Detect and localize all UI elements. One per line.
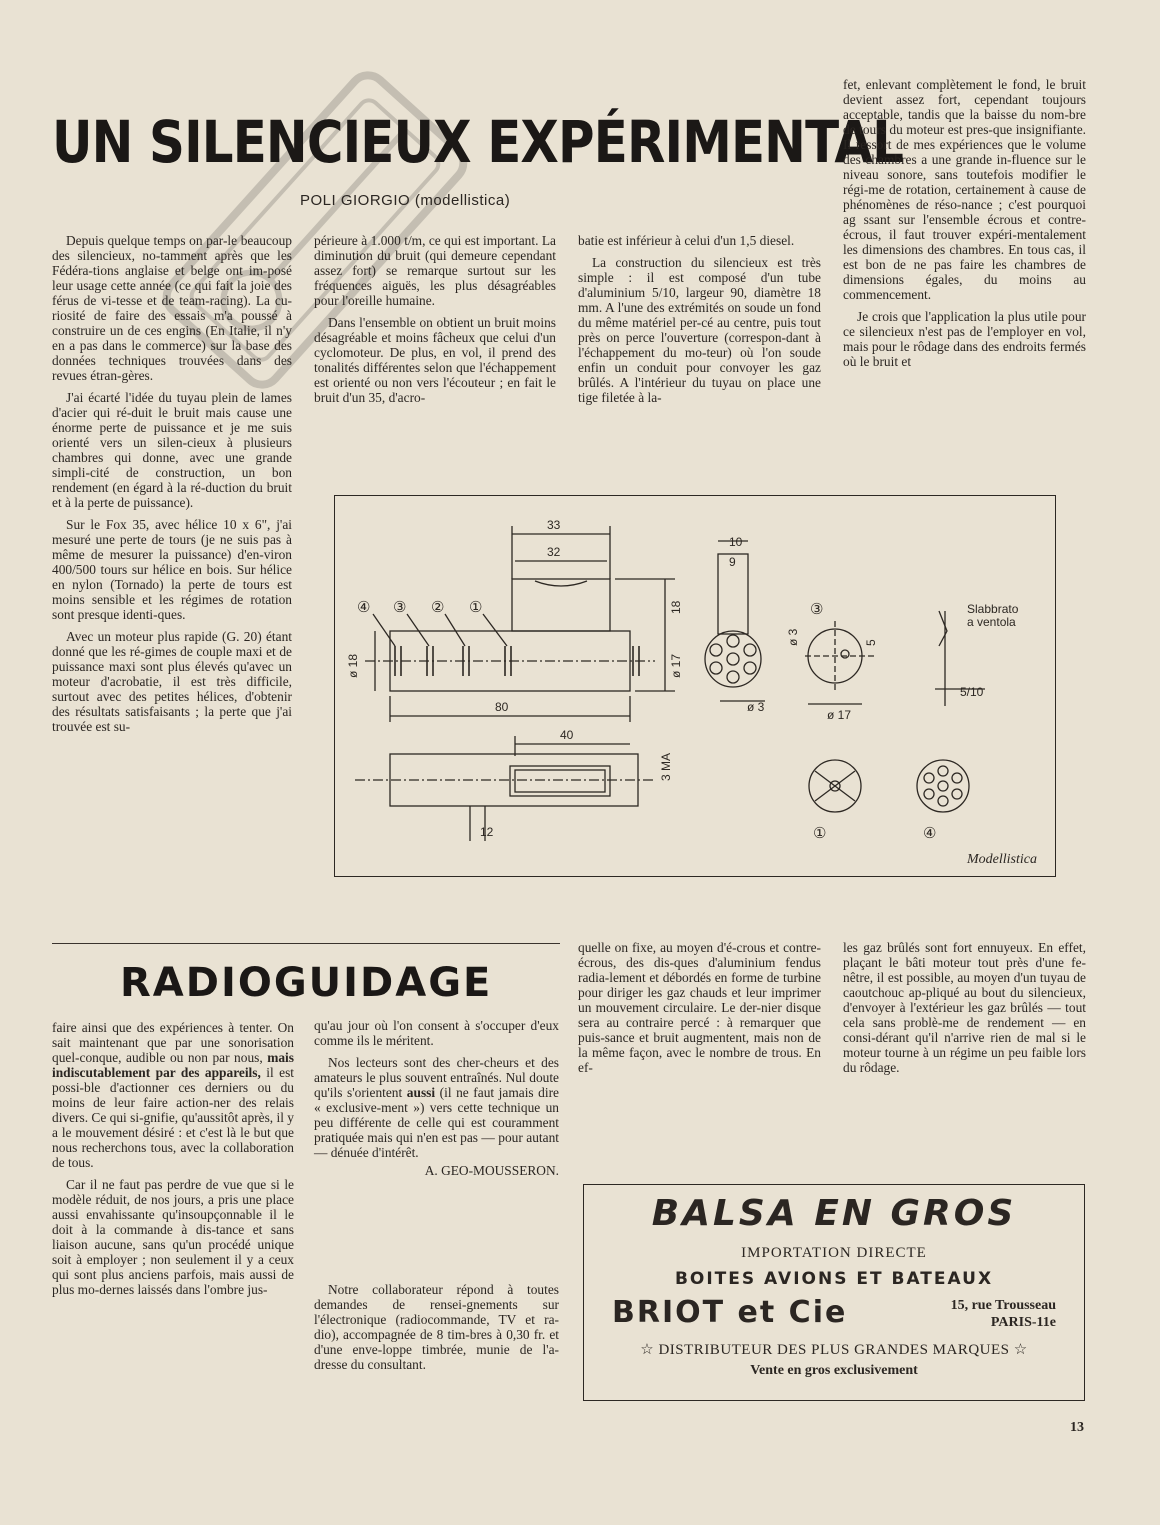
paragraph: La construction du silencieux est très simple : il est composé d'un tube d'aluminium 5/10, largeur 90, diamètre 18 mm. A l'une des extrémités on soude un fond du même matériel per-cé au centre, puis tout près on perce l'ouverture (correspon-dant à l'échappement du mo-teur) où l'on soude enfin un conduit pour convoyer les gaz brûlés. A l'intérieur du tuyau on place une tige filetée à la- bbox=[578, 255, 821, 405]
dim-12: 12 bbox=[480, 825, 494, 839]
dim-10: 10 bbox=[729, 535, 743, 549]
paragraph: Sur le Fox 35, avec hélice 10 x 6", j'ai mesuré une perte de tours (je ne suis pas à même de mesurer la puissance) d'en-viron 400/500 tours sur hélice en bois. Sur hélice en nylon (Tornado) la perte de tours est moins sensible et les régimes de rotation sont presque identi-ques. bbox=[52, 517, 292, 622]
paragraph: qu'au jour où l'on consent à s'occuper d'eux comme ils le méritent. bbox=[314, 1018, 559, 1048]
editor-note bbox=[314, 1282, 559, 1372]
paragraph bbox=[52, 1020, 294, 1170]
bold-text: aussi bbox=[406, 1085, 436, 1100]
section-title: RADIOGUIDAGE bbox=[120, 960, 493, 1006]
marker-2: ② bbox=[431, 599, 445, 616]
paragraph: Je crois que l'application la plus utile pour ce silencieux n'est pas de l'employer en vol, mais pour le rôdage dans des endroits fermés où le bruit et bbox=[843, 309, 1086, 369]
signature: A. GEO-MOUSSERON. bbox=[424, 1163, 559, 1178]
article-byline: POLI GIORGIO (modellistica) bbox=[300, 192, 511, 209]
text-run: Nos lecteurs sont des cher-cheurs et des amateurs le plus souvent entraînés. Nul doute qu'ils s'orientent bbox=[314, 1055, 559, 1100]
dim-510: 5/10 bbox=[960, 685, 984, 699]
article1-column-4-continued bbox=[843, 940, 1086, 1075]
article1-column-2 bbox=[314, 233, 556, 405]
ad-city: PARIS-11e bbox=[990, 1315, 1056, 1330]
dim-18b: ø 18 bbox=[346, 653, 360, 678]
article2-column-2 bbox=[314, 1018, 559, 1178]
paragraph: Car il ne faut pas perdre de vue que si le modèle réduit, de nos jours, a pris une place aussi envahissante qu'insoupçonnable il le doit à la commande à dis-tance et sans liaison aucune, sans qu'un procédé unique soit à employer ; non seulement il y a ceux qui sont plus anciens parfois, mais aussi de plus mo-dernes laissés dans l'ombre jus- bbox=[52, 1177, 294, 1297]
section-divider bbox=[52, 943, 560, 944]
ad-address bbox=[951, 1297, 1056, 1331]
paragraph bbox=[314, 1055, 559, 1160]
ad-title: BALSA EN GROS bbox=[651, 1193, 1017, 1234]
paragraph: J'ai écarté l'idée du tuyau plein de lames d'acier qui ré-duit le bruit mais cause une énorme perte de puissance et je me suis orienté vers un silen-cieux à plusieurs chambres qui donne, avec une grande simpli-cité de construction, un bon rendement (en égard à la ré-duction du bruit et à la perte de puissance). bbox=[52, 390, 292, 510]
ad-import: IMPORTATION DIRECTE bbox=[741, 1245, 927, 1261]
marker-bottom-4: ④ bbox=[923, 825, 937, 842]
dim-18: 18 bbox=[669, 600, 683, 614]
dim-9: 9 bbox=[729, 555, 736, 569]
ad-distributor: ☆ DISTRIBUTEUR DES PLUS GRANDES MARQUES ☆ bbox=[640, 1342, 1028, 1358]
dim-80: 80 bbox=[495, 700, 509, 714]
article1-column-3-continued bbox=[578, 940, 821, 1075]
dim-3ma: 3 MA bbox=[659, 752, 673, 781]
paragraph: fet, enlevant complètement le fond, le bruit devient assez fort, cependant toujours acceptable, tandis que la baisse du nom-bre de tours du moteur est pres-que insignifiante. Il ressort de mes expériences que le volume des chambres a une grande in-fluence sur le niveau sonore, sans toutefois modifier le régi-me de rotation, certainement à cause de phénomènes de réso-nance ; c'est pourquoi ag ssant sur l'ensemble écrous et contre-écrous, il faut trouver expéri-mentalement les dimensions des chambres. En tous cas, il est bon de ne pas faire les chambres de dimensions égales, du moins au commencement. bbox=[843, 77, 1086, 302]
text-run: (il ne faut jamais dire « exclusive-ment ») vers cette technique un peu différente de celle qui est couramment pratiquée mais qui n'en est pas — pour autant — dénuée d'intérêt. bbox=[314, 1085, 559, 1160]
paragraph: périeure à 1.000 t/m, ce qui est important. La diminution du bruit (qui demeure cependant assez fort) se remarque surtout sur les fréquences aiguës, les plus désagréables pour l'oreille humaine. bbox=[314, 233, 556, 308]
dim-3b: ø 3 bbox=[786, 628, 800, 646]
paragraph: les gaz brûlés sont fort ennuyeux. En effet, plaçant le bâti moteur tout près d'une fe-nêtre, il est possible, au moyen d'un tuyau de caoutchouc ap-pliqué au bout du silencieux, d'envoyer à l'extérieur les gaz brûlés — tout cela sans problè-me de rendement — en consi-dérant qu'il n'arrive rien de mal si le moteur tourne à un régime un peu faible lors du rôdage. bbox=[843, 940, 1086, 1075]
paragraph: Dans l'ensemble on obtient un bruit moins désagréable et moins fâcheux que celui d'un cyclomoteur. De plus, en vol, il prend des tonalités différentes selon que l'échappement est orienté ou non vers l'écouteur ; en fait le bruit d'un 35, d'acro- bbox=[314, 315, 556, 405]
slabbrato-label: Slabbrato bbox=[967, 602, 1019, 616]
ad-wholesale: Vente en gros exclusivement bbox=[750, 1363, 918, 1378]
page-number: 13 bbox=[1070, 1420, 1084, 1435]
article1-column-3 bbox=[578, 233, 821, 405]
text-run: faire ainsi que des expériences à tenter. On sait maintenant que par une sonorisation quel-conque, audible ou non par nous, bbox=[52, 1020, 294, 1065]
marker-3: ③ bbox=[393, 599, 407, 616]
paragraph: Depuis quelque temps on par-le beaucoup des silencieux, no-tamment après que les Fédéra-tions anglaise et belge ont im-posé leur usage cette année (ce qui fait la joie des férus de vi-tesse et de team-racing). La cu-riosité de faire des essais m'a poussé à construire un de ces engins (En Italie, il n'y en a pas dans le commerce) sur la base des données techniques trouvées dans des revues étran-gères. bbox=[52, 233, 292, 383]
ad-street: 15, rue Trousseau bbox=[950, 1298, 1056, 1313]
paragraph: quelle on fixe, au moyen d'é-crous et contre-écrous, des dis-ques d'aluminium fendus radia-lement et débordés en forme de turbine pour diriger les gaz chauds et leur imprimer un mouvement circulaire. Le der-nier disque sera au contraire percé : à remarquer que puis-sance et bruit augmentent, mais non de la même façon, avec le nombre de trous. En ef- bbox=[578, 940, 821, 1075]
article1-column-1 bbox=[52, 233, 292, 734]
article2-column-1 bbox=[52, 1020, 294, 1297]
ad-products: BOITES AVIONS ET BATEAUX bbox=[674, 1269, 994, 1289]
slabbrato-label-2: a ventola bbox=[967, 615, 1016, 629]
dim-3a: ø 3 bbox=[747, 700, 765, 714]
ad-company: BRIOT et Cie bbox=[612, 1295, 848, 1330]
dim-17b: ø 17 bbox=[827, 708, 852, 722]
dim-40: 40 bbox=[560, 728, 574, 742]
drawing-credit: Modellistica bbox=[967, 852, 1037, 867]
dim-33: 33 bbox=[547, 518, 561, 532]
article-title: UN SILENCIEUX EXPÉRIMENTAL bbox=[52, 108, 904, 176]
dim-32: 32 bbox=[547, 545, 561, 559]
bold-text: mais indiscutablement par des appareils, bbox=[52, 1050, 294, 1080]
dim-17: ø 17 bbox=[669, 653, 683, 678]
paragraph: Notre collaborateur répond à toutes demandes de rensei-gnements sur l'électronique (radiocommande, TV et ra-dio), accompagnée de 8 tim-bres à 0,30 fr. et d'une enve-loppe timbrée, munie de l'a-dresse du consultant. bbox=[314, 1282, 559, 1372]
marker-bottom-1: ① bbox=[813, 825, 827, 842]
technical-drawing bbox=[334, 495, 1056, 877]
dim-5: 5 bbox=[864, 639, 878, 646]
marker-3-side: ③ bbox=[810, 601, 824, 618]
paragraph: batie est inférieur à celui d'un 1,5 diesel. bbox=[578, 233, 795, 248]
article1-column-4 bbox=[843, 77, 1086, 369]
paragraph: Avec un moteur plus rapide (G. 20) étant donné que les ré-gimes de couple maxi et de puissance maxi sont plus élevés qu'avec un moteur d'acrobatie, il est très difficile, surtout avec des petites hélices, d'obtenir des résultats satisfaisants ; la perte que j'ai trouvée est su- bbox=[52, 629, 292, 734]
text-run: il est possi-ble d'actionner ces derniers ou du moins de leur faire action-ner des relais divers. Ce qui si-gnifie, qu'aussitôt après, il y a le mouvement désiré : et c'est là le but que nous recherchons tous, avec la collaboration de tous. bbox=[52, 1065, 294, 1170]
advertisement bbox=[583, 1184, 1085, 1401]
marker-1: ① bbox=[469, 599, 483, 616]
marker-4: ④ bbox=[357, 599, 371, 616]
